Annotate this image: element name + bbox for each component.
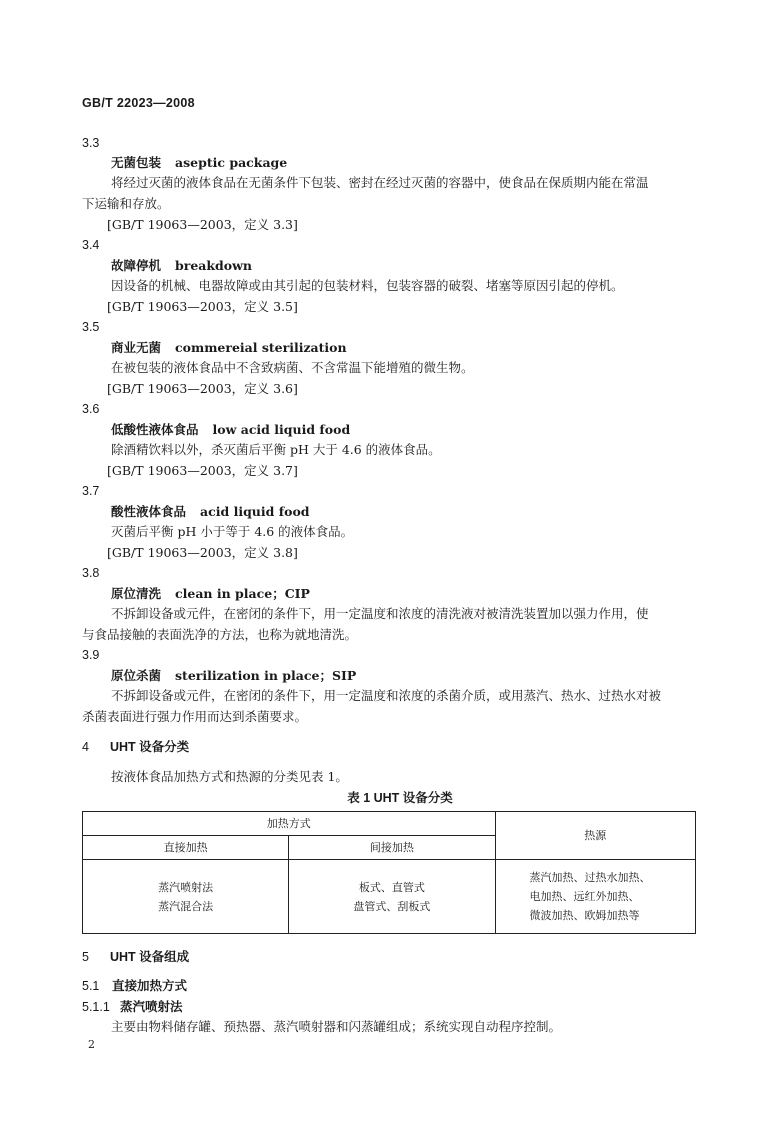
- reference: [GB/T 19063—2003，定义 3.8]: [107, 545, 298, 560]
- definition-text-continued: 与食品接触的表面洗净的方法，也称为就地清洗。: [82, 627, 358, 642]
- reference: [GB/T 19063—2003，定义 3.5]: [107, 299, 298, 314]
- term-en: commereial sterilization: [175, 340, 347, 355]
- section-heading: [82, 948, 189, 966]
- term-en: breakdown: [175, 258, 252, 273]
- term-en: sterilization in place；SIP: [175, 668, 357, 683]
- section-number: 5: [82, 950, 89, 964]
- term-cn: 商业无菌: [111, 340, 162, 355]
- definition-text: 灭菌后平衡 pH 小于等于 4.6 的液体食品。: [111, 524, 354, 539]
- header-indirect-heating: 间接加热: [289, 836, 495, 860]
- subsubsection-number: 5.1.1: [82, 1000, 110, 1014]
- header-heat-source: 热源: [495, 812, 695, 860]
- term-heading: [111, 667, 356, 685]
- subsection-body: 主要由物料储存罐、预热器、蒸汽喷射器和闪蒸罐组成；系统实现自动程序控制。: [111, 1019, 562, 1034]
- term-en: low acid liquid food: [212, 422, 351, 437]
- header-direct-heating: 直接加热: [83, 836, 289, 860]
- reference: [GB/T 19063—2003，定义 3.7]: [107, 463, 298, 478]
- cell-line: 蒸汽喷射法: [158, 880, 214, 894]
- term-en: acid liquid food: [200, 504, 310, 519]
- term-heading: [111, 503, 310, 521]
- section-title: UHT 设备组成: [110, 950, 190, 964]
- definition-text: 除酒精饮料以外，杀灭菌后平衡 pH 大于 4.6 的液体食品。: [111, 442, 441, 457]
- uht-classification-table: [82, 811, 696, 934]
- reference: [GB/T 19063—2003，定义 3.3]: [107, 217, 298, 232]
- clause-number: 3.9: [82, 648, 100, 662]
- clause-number: 3.6: [82, 402, 100, 416]
- term-cn: 原位清洗: [111, 586, 162, 601]
- section-number: 4: [82, 740, 89, 754]
- cell-direct-methods: [83, 860, 289, 934]
- term-cn: 低酸性液体食品: [111, 422, 199, 437]
- cell-heat-sources: [495, 860, 695, 934]
- reference: [GB/T 19063—2003，定义 3.6]: [107, 381, 298, 396]
- cell-line: 蒸汽加热、过热水加热、: [529, 871, 651, 884]
- definition-text: 将经过灭菌的液体食品在无菌条件下包装、密封在经过灭菌的容器中，使食品在保质期内能在常温: [111, 175, 649, 190]
- page-number: 2: [88, 1038, 95, 1051]
- subsubsection-heading: [82, 998, 183, 1016]
- term-cn: 故障停机: [111, 258, 162, 273]
- section-intro: 按液体食品加热方式和热源的分类见表 1。: [111, 769, 348, 784]
- standard-number-header: GB/T 22023—2008: [82, 96, 195, 110]
- definition-text: 在被包装的液体食品中不含致病菌、不含常温下能增殖的微生物。: [111, 360, 474, 375]
- definition-text: 因设备的机械、电器故障或由其引起的包装材料，包装容器的破裂、堵塞等原因引起的停机。: [111, 278, 624, 293]
- cell-line: 蒸汽混合法: [158, 899, 214, 913]
- clause-number: 3.4: [82, 238, 100, 252]
- clause-number: 3.8: [82, 566, 100, 580]
- cell-line: 盘管式、刮板式: [353, 899, 431, 913]
- definition-text: 不拆卸设备或元件，在密闭的条件下，用一定温度和浓度的清洗液对被清洗装置加以强力作用，使: [111, 606, 649, 621]
- clause-number: 3.3: [82, 136, 100, 150]
- term-cn: 原位杀菌: [111, 668, 162, 683]
- definition-text-continued: 下运输和存放。: [82, 196, 170, 211]
- clause-number: 3.7: [82, 484, 100, 498]
- section-title: UHT 设备分类: [110, 740, 190, 754]
- definition-text-continued: 杀菌表面进行强力作用而达到杀菌要求。: [82, 709, 308, 724]
- term-heading: [111, 421, 350, 439]
- term-cn: 无菌包装: [111, 155, 162, 170]
- definition-text: 不拆卸设备或元件，在密闭的条件下，用一定温度和浓度的杀菌介质，或用蒸汽、热水、过热水对被: [111, 688, 662, 703]
- term-cn: 酸性液体食品: [111, 504, 187, 519]
- term-heading: [111, 154, 287, 172]
- term-heading: [111, 585, 310, 603]
- table-caption: 表 1 UHT 设备分类: [347, 791, 453, 805]
- clause-number: 3.5: [82, 320, 100, 334]
- term-heading: [111, 339, 347, 357]
- subsubsection-title: 蒸汽喷射法: [120, 1000, 183, 1014]
- subsection-heading: [82, 977, 187, 995]
- subsection-title: 直接加热方式: [112, 979, 188, 993]
- section-heading: [82, 738, 189, 756]
- cell-indirect-methods: [289, 860, 495, 934]
- term-en: clean in place；CIP: [175, 586, 310, 601]
- subsection-number: 5.1: [82, 979, 100, 993]
- header-heating-method: 加热方式: [83, 812, 496, 836]
- cell-line: 电加热、远红外加热、: [529, 890, 640, 903]
- term-en: aseptic package: [175, 155, 288, 170]
- term-heading: [111, 257, 252, 275]
- cell-line: 微波加热、欧姆加热等: [529, 909, 640, 922]
- cell-line: 板式、直管式: [358, 880, 425, 894]
